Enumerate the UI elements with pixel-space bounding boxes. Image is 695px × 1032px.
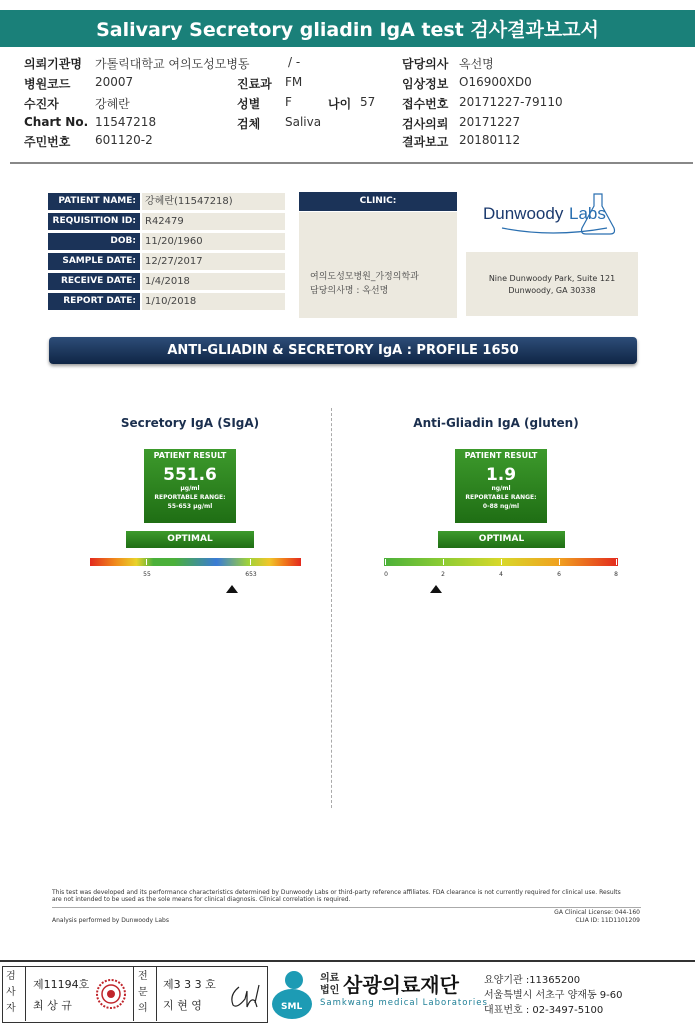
sample-date-value: 12/27/2017 bbox=[142, 253, 285, 270]
department-label: 진료과 bbox=[237, 77, 272, 91]
patient-label: 수진자 bbox=[24, 97, 59, 111]
company-code: 요양기관 :11365200 bbox=[484, 975, 581, 986]
receipt-no-label: 접수번호 bbox=[402, 97, 449, 111]
disclaimer-line-2: are not intended to be used as the sole means for clinical diagnosis. Clinical correlation is required. bbox=[52, 896, 351, 903]
patient-name-value: 강혜란(11547218) bbox=[142, 193, 285, 210]
sample-date-label: SAMPLE DATE: bbox=[48, 253, 140, 270]
patient-row bbox=[48, 233, 290, 250]
corp-type bbox=[320, 973, 339, 997]
examiner-label: 검사자 bbox=[6, 971, 16, 1014]
gauge-tick bbox=[443, 559, 444, 565]
range-label: REPORTABLE RANGE: bbox=[465, 494, 537, 501]
gauge-tick bbox=[616, 559, 617, 565]
sml-logo-icon bbox=[270, 966, 318, 1020]
request-date-value: 20171227 bbox=[459, 115, 521, 129]
signature-icon bbox=[225, 981, 265, 1011]
disclaimer-line-1: This test was developed and its performance characteristics determined by Dunwoody Labs or third-party reference affiliates. FDA clearance is not currently required for clinical use. Results bbox=[52, 889, 621, 896]
result-unit: ng/ml bbox=[491, 485, 511, 492]
hospital-code-value: 20007 bbox=[95, 75, 134, 89]
examiner-no: 제11194호 bbox=[33, 978, 90, 991]
id-value: 601120-2 bbox=[95, 133, 153, 147]
gauge-tick-label: 8 bbox=[614, 571, 618, 578]
gauge-tick bbox=[501, 559, 502, 565]
clinical-info-value: O16900XD0 bbox=[459, 75, 532, 89]
report-date-value: 1/10/2018 bbox=[142, 293, 285, 310]
patient-row bbox=[48, 193, 290, 210]
patient-panel bbox=[48, 193, 290, 310]
clinic-line-2: 담당의사명 : 옥선명 bbox=[310, 286, 389, 296]
header-info bbox=[0, 52, 695, 162]
address-line-2: Dunwoody, GA 30338 bbox=[508, 286, 596, 295]
gauge-tick-label: 2 bbox=[441, 571, 445, 578]
clinic-line-1: 여의도성모병원_가정의학과 bbox=[310, 272, 419, 282]
report-date-value: 20180112 bbox=[459, 133, 521, 147]
institution-label: 의뢰기관명 bbox=[24, 57, 82, 71]
specimen-value: Saliva bbox=[285, 115, 322, 129]
patient-name-label: PATIENT NAME: bbox=[48, 193, 140, 210]
receive-date-label: RECEIVE DATE: bbox=[48, 273, 140, 290]
footer-divider bbox=[52, 907, 641, 908]
dob-label: DOB: bbox=[48, 233, 140, 250]
bottom-divider bbox=[0, 960, 695, 962]
age-value: 57 bbox=[360, 95, 376, 109]
company-name-en: Samkwang medical Laboratories bbox=[320, 998, 488, 1008]
company-logo bbox=[270, 966, 318, 1020]
corp-type-1: 의료 bbox=[320, 973, 340, 984]
disclaimer bbox=[52, 889, 642, 903]
result-value: 551.6 bbox=[163, 465, 217, 485]
patient-row bbox=[48, 273, 290, 290]
report-date-label: REPORT DATE: bbox=[48, 293, 140, 310]
gauge bbox=[90, 558, 301, 588]
test-title: Secretory IgA (SIgA) bbox=[120, 416, 260, 430]
requisition-id-label: REQUISITION ID: bbox=[48, 213, 140, 230]
hospital-code-label: 병원코드 bbox=[24, 77, 71, 91]
range-label: REPORTABLE RANGE: bbox=[154, 494, 226, 501]
gauge-tick bbox=[146, 559, 147, 565]
lab-address bbox=[466, 252, 638, 316]
signature-box bbox=[2, 966, 268, 1023]
patient-value: 강혜란 bbox=[95, 97, 130, 111]
id-label: 주민번호 bbox=[24, 135, 71, 149]
institution-suffix: / - bbox=[288, 55, 301, 69]
result-unit: μg/ml bbox=[180, 485, 200, 492]
corp-type-2: 법인 bbox=[320, 985, 340, 996]
attending-value: 옥선명 bbox=[459, 57, 494, 71]
license: GA Clinical License: 044-160 bbox=[554, 909, 640, 916]
logo-text-labs: Labs bbox=[569, 204, 606, 223]
patient-row bbox=[48, 293, 290, 310]
specialist-name: 지 현 영 bbox=[163, 999, 202, 1012]
result-marker bbox=[430, 585, 442, 593]
result-marker bbox=[226, 585, 238, 593]
company-address: 서울특별시 서초구 양재동 9-60 bbox=[484, 990, 623, 1001]
dob-value: 11/20/1960 bbox=[142, 233, 285, 250]
result-heading: PATIENT RESULT bbox=[153, 451, 227, 460]
gauge-bar bbox=[90, 558, 301, 566]
cell-divider bbox=[156, 967, 157, 1021]
department-value: FM bbox=[285, 75, 303, 89]
sml-badge: SML bbox=[281, 1002, 303, 1012]
gauge-tick-label: 6 bbox=[557, 571, 561, 578]
receive-date-value: 1/4/2018 bbox=[142, 273, 285, 290]
attending-label: 담당의사 bbox=[402, 57, 449, 71]
gauge-tick-label: 0 bbox=[384, 571, 388, 578]
gauge-tick-label: 55 bbox=[143, 571, 151, 578]
company-name: 삼광의료재단 bbox=[343, 973, 459, 997]
chart-no-value: 11547218 bbox=[95, 115, 157, 129]
address-line-1: Nine Dunwoody Park, Suite 121 bbox=[488, 274, 616, 283]
patient-row bbox=[48, 253, 290, 270]
report-title: Salivary Secretory gliadin IgA test 검사결과보고서 bbox=[0, 10, 695, 47]
cell-divider bbox=[133, 967, 134, 1021]
range-value: 0-88 ng/ml bbox=[482, 503, 520, 510]
receipt-no-value: 20171227-79110 bbox=[459, 95, 563, 109]
lab-logo bbox=[482, 192, 622, 238]
result-heading: PATIENT RESULT bbox=[464, 451, 538, 460]
gauge-tick-label: 4 bbox=[499, 571, 503, 578]
range-value: 55-653 μg/ml bbox=[167, 503, 213, 510]
header-divider bbox=[10, 162, 693, 164]
age-label: 나이 bbox=[328, 97, 352, 111]
test-title: Anti-Gliadin IgA (gluten) bbox=[413, 416, 579, 430]
column-divider bbox=[331, 408, 332, 808]
clinical-info-label: 임상정보 bbox=[402, 77, 449, 91]
result-box bbox=[455, 449, 547, 523]
result-value: 1.9 bbox=[485, 465, 517, 485]
result-box bbox=[144, 449, 236, 523]
gauge-tick-label: 653 bbox=[245, 571, 257, 578]
institution-value: 가톨릭대학교 여의도성모병동 bbox=[95, 57, 250, 71]
optimal-bar: OPTIMAL bbox=[126, 531, 254, 548]
logo-text-dunwoody: Dunwoody bbox=[483, 204, 564, 223]
clia: CLIA ID: 11D1101209 bbox=[575, 917, 640, 924]
company-phone: 대표번호 : 02-3497-5100 bbox=[484, 1005, 604, 1016]
patient-row bbox=[48, 213, 290, 230]
cell-divider bbox=[25, 967, 26, 1021]
gauge bbox=[384, 558, 618, 588]
requisition-id-value: R42479 bbox=[142, 213, 285, 230]
profile-banner: ANTI-GLIADIN & SECRETORY IgA : PROFILE 1650 bbox=[49, 337, 637, 364]
specialist-label: 전문의 bbox=[138, 971, 148, 1014]
clinic-body bbox=[299, 212, 457, 318]
report-date-label: 결과보고 bbox=[402, 135, 449, 149]
performed-by: Analysis performed by Dunwoody Labs bbox=[52, 917, 169, 924]
seal-icon bbox=[95, 978, 127, 1010]
specialist-no: 제3 3 3 호 bbox=[163, 978, 216, 991]
clinic-heading: CLINIC: bbox=[299, 192, 457, 211]
sex-value: F bbox=[285, 95, 292, 109]
optimal-bar: OPTIMAL bbox=[438, 531, 565, 548]
gauge-tick bbox=[250, 559, 251, 565]
gauge-tick bbox=[559, 559, 560, 565]
gauge-tick bbox=[385, 559, 386, 565]
sex-label: 성별 bbox=[237, 97, 261, 111]
request-date-label: 검사의뢰 bbox=[402, 117, 449, 131]
chart-no-label: Chart No. bbox=[24, 115, 89, 129]
specimen-label: 검체 bbox=[237, 117, 261, 131]
examiner-name: 최 상 규 bbox=[33, 999, 72, 1012]
